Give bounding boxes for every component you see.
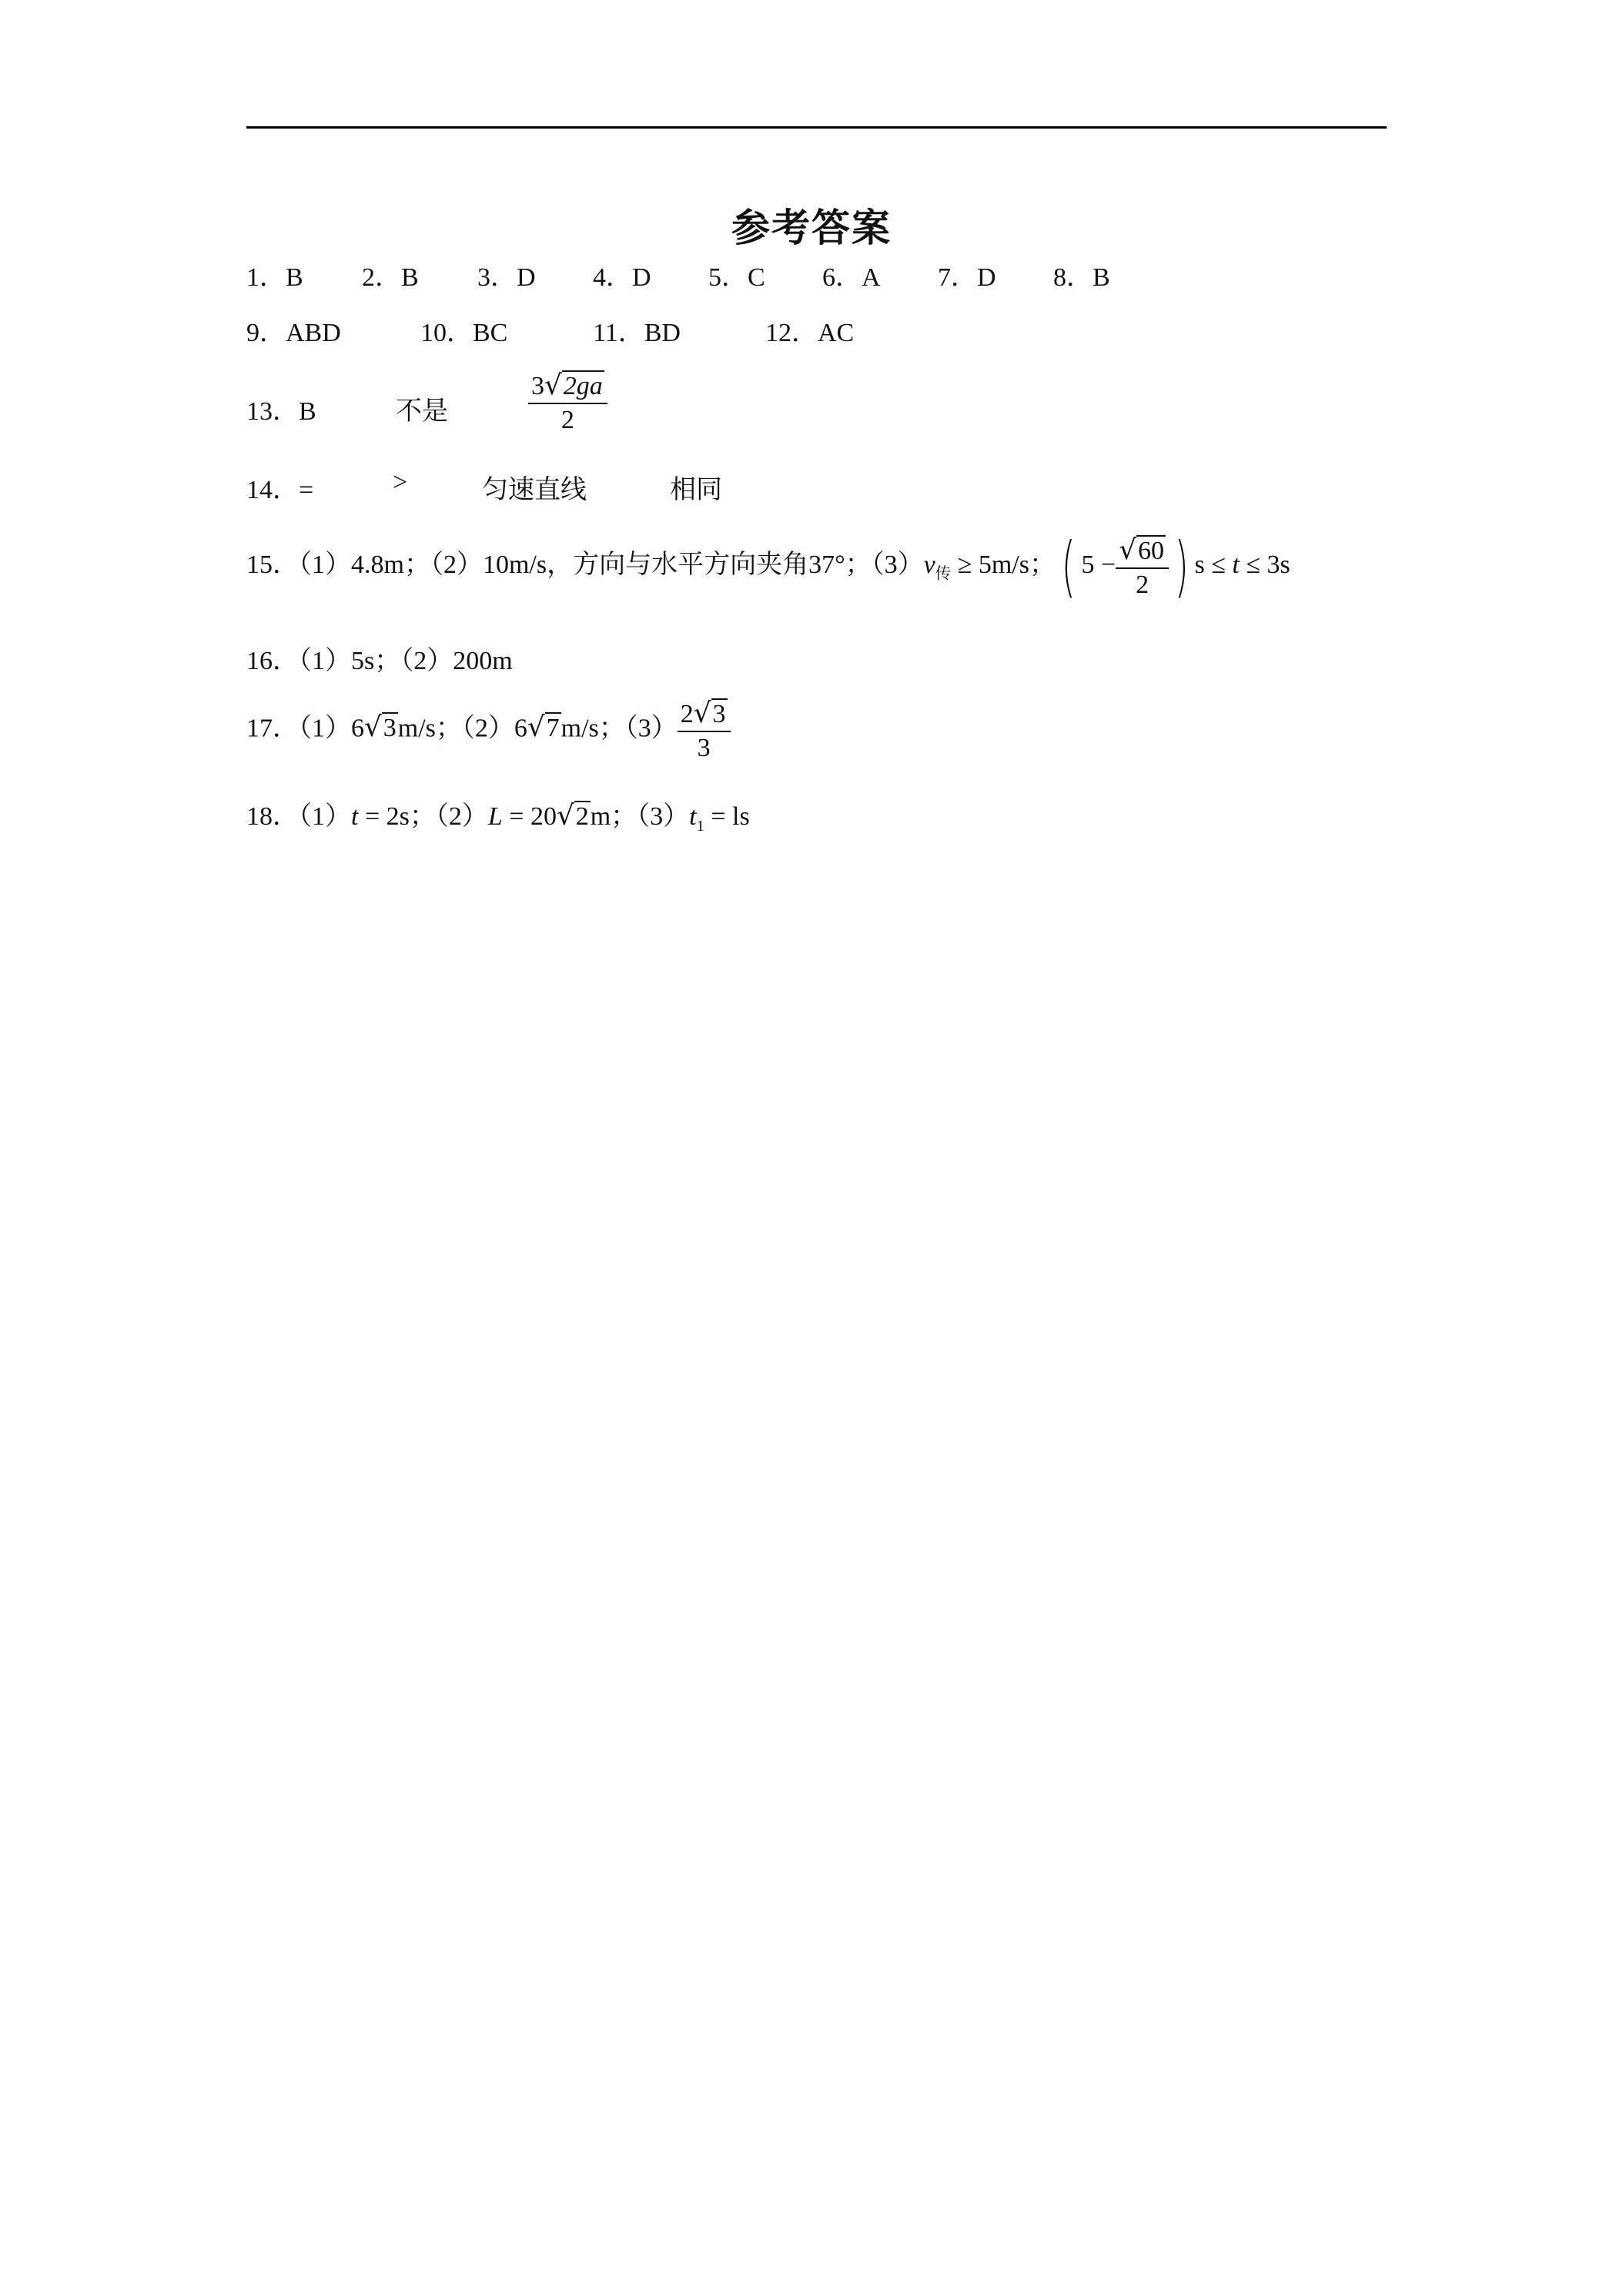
answer-15 [246,528,1290,605]
answer-14-sym2: > [393,468,408,497]
answer-14-word1: 匀速直线 [482,476,587,504]
a3-coef: 2 [680,700,694,728]
right-paren: ) [1174,528,1189,605]
a2-coef: 6 [514,714,527,743]
t1-symbol: t [689,802,697,831]
a2-radicand: 7 [546,714,560,743]
answer-8: 8．B [1053,263,1110,292]
tail-s: s ≤ [1194,550,1233,579]
radicand: 2ga [563,372,603,400]
a1-unit: m/s；（2） [397,714,514,743]
answer-17: 17．（1）6√3m/s；（2）6√7m/s；（3） $\frac{2√3}{3}$ [246,698,731,763]
answer-12: 12．AC [765,319,855,347]
answer-13-choice: 13．B [246,397,316,426]
v-symbol: v [923,550,935,579]
sqrt60-fraction: $\frac{√60}{2}$ [1116,534,1169,600]
t-symbol: t [351,802,359,831]
page-title: 参考答案 [731,206,892,250]
left-paren: ( [1061,528,1076,605]
v-subscript: 传 [935,565,952,583]
answer-2: 2．B [362,263,419,292]
answer-14-word2: 相同 [670,476,722,504]
answer-5: 5．C [708,263,765,292]
a3-fraction: $\frac{2√3}{3}$ [678,698,731,763]
answer-3: 3．D [477,263,536,292]
answer-18: 18．（1）t = 2s；（2）L = 20√2m；$(3)t_1$ = ls [246,800,750,835]
answer-4: 4．D [593,263,651,292]
answer-10: 10．BC [420,319,508,347]
a2-eq: = 20 [502,802,557,831]
a1: = 2s；（2） [358,802,488,831]
answer-1: 1．B [246,263,303,292]
answer-9: 9．ABD [246,319,341,347]
a3-radicand: 3 [712,700,726,728]
part-1-label: 17．（1） [246,714,351,743]
five-minus: 5 − [1081,550,1116,579]
a1-radicand: 3 [383,714,397,743]
answer-6: 6．A [822,263,881,292]
a1-coef: 6 [351,714,364,743]
a3: = ls [704,802,750,831]
a3-denominator: 3 [678,731,731,763]
denominator: 2 [1116,567,1169,600]
L-symbol: L [487,802,503,831]
answer-7: 7．D [938,263,996,292]
a2-radicand: 2 [575,802,589,831]
answer-16: 16．（1）5s；（2）200m [246,647,513,675]
answer-11: 11．BD [593,319,681,347]
part-1-label: 18．（1） [246,802,351,831]
a2-unit: m/s；（3） [561,714,678,743]
answer-13-word: 不是 [396,397,448,426]
answer-14-sym1: 14．= [246,476,314,504]
a2-unit: m；（3） [590,802,690,831]
answer-15-text: 15．（1）4.8m；（2）10m/s，方向与水平方向夹角37°；（3） [246,550,924,579]
t-symbol: t [1232,550,1240,579]
answer-13-fraction: $\frac{3√2ga}{2}$ [528,370,607,435]
tail: ≤ 3s [1239,550,1290,579]
coef: 3 [531,372,544,400]
v-inequality: ≥ 5m/s； [951,550,1056,579]
radicand: 60 [1137,536,1164,565]
denominator: 2 [528,403,607,435]
t1-subscript: 1 [696,817,704,835]
header-rule [246,126,1387,129]
